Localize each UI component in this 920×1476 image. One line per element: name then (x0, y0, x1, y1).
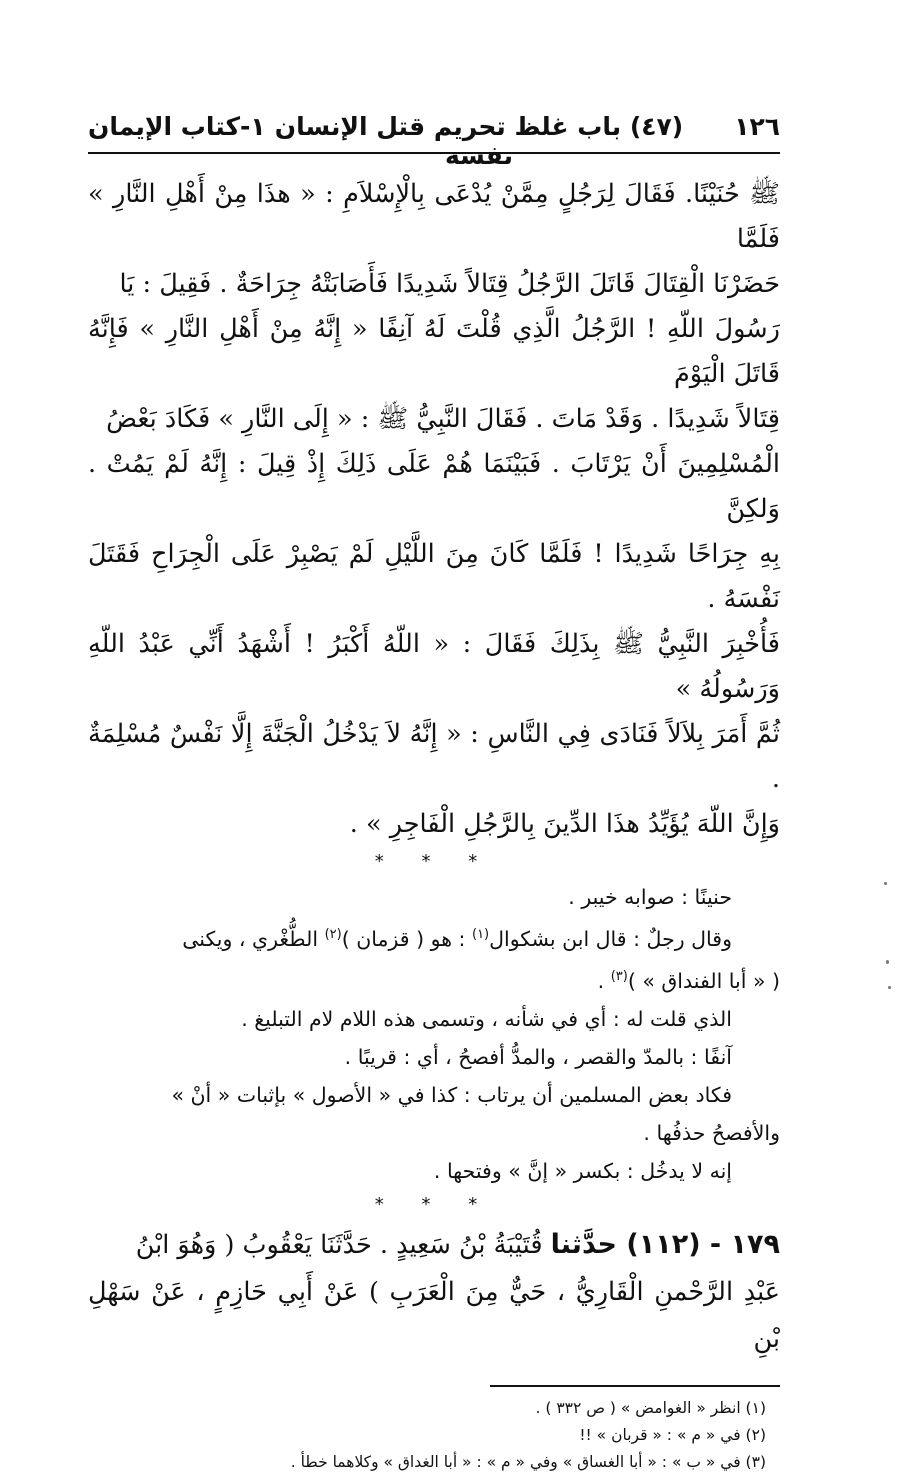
footnote-divider (490, 1385, 780, 1387)
footnote-ref: (١) (471, 927, 490, 942)
footnote-ref: (٢) (324, 927, 342, 942)
commentary-line (88, 958, 780, 1000)
hadith-line: الْمُسْلِمِينَ أَنْ يَرْتَابَ . فَبَيْنَمَا هُمْ عَلَى ذَلِكَ إِذْ قِيلَ : إِنَّهُ لَمْ يَمُتْ . وَلكِنَّ (88, 449, 780, 524)
commentary (88, 878, 780, 1190)
commentary-line: فكاد بعض المسلمين أن يرتاب : كذا في « الأصول » بإثبات « أنْ » (171, 1082, 732, 1107)
scan-speck (886, 960, 889, 964)
hadith-line: ثُمَّ أَمَرَ بِلاَلاً فَنَادَى فِي النَّاسِ : « إِنَّهُ لاَ يَدْخُلُ الْجَنَّةَ إِلَّا نَفْسٌ مُسْلِمَةٌ . (88, 719, 780, 794)
hadith-text (88, 172, 780, 847)
commentary-text: الطُّغْري ، ويكنى (182, 926, 325, 951)
book-title: ١-كتاب الإيمان (88, 112, 266, 141)
next-hadith-line (88, 1221, 780, 1269)
section-separator: * * * (374, 851, 494, 872)
footnote: (٢) في « م » : « قربان » !! (579, 1425, 766, 1444)
commentary-text: . (597, 968, 611, 993)
next-hadith (88, 1221, 780, 1363)
commentary-line: والأفصحُ حذفُها . (643, 1120, 780, 1145)
hadith-number: ١٧٩ - (١١٢) حدَّثنا (550, 1228, 780, 1260)
next-hadith-line: عَبْدِ الرَّحْمنِ الْقَارِيُّ ، حَيٌّ مِنَ الْعَرَبِ ) عَنْ أَبِي حَازِمٍ ، عَنْ سَهْلِ بْنِ (88, 1276, 780, 1354)
commentary-line: الذي قلت له : أي في شأنه ، وتسمى هذه اللام لام التبليغ . (241, 1006, 732, 1031)
commentary-line: حنينًا : صوابه خيبر . (568, 885, 732, 909)
scan-speck (888, 986, 891, 989)
footnote: (١) انظر « الغوامض » ( ص ٣٣٢ ) . (535, 1398, 766, 1417)
commentary-text: : هو ( قزمان ) (341, 926, 472, 951)
hadith-line: فَأُخْبِرَ النَّبِيُّ ﷺ بِذَلِكَ فَقَالَ : « اللّهُ أَكْبَرُ ! أَشْهَدُ أَنِّي عَبْدُ اللّهِ وَرَسُولُهُ » (88, 629, 780, 704)
footnotes (88, 1395, 780, 1476)
hadith-line: قِتَالاً شَدِيدًا . وَقَدْ مَاتَ . فَقَالَ النَّبِيُّ ﷺ : « إِلَى النَّارِ » فَكَادَ بَعْضُ (106, 404, 780, 434)
hadith-line: ﷺ حُنَيْنًا. فَقَالَ لِرَجُلٍ مِمَّنْ يُدْعَى بِالْإِسْلاَمِ : « هذَا مِنْ أَهْلِ النَّارِ » فَلَمَّا (88, 179, 780, 254)
scan-speck (884, 882, 887, 885)
hadith-text-span: قُتَيْبَةُ بْنُ سَعِيدٍ . حَدَّثَنَا يَعْقُوبُ ( وَهُوَ ابْنُ (135, 1229, 551, 1260)
section-separator: * * * (374, 1193, 494, 1215)
book-page (88, 112, 780, 1476)
page-header (88, 112, 780, 170)
page-number: ١٢٦ (734, 112, 780, 141)
hadith-line: رَسُولَ اللّهِ ! الرَّجُلُ الَّذِي قُلْتَ لَهُ آنِفًا « إِنَّهُ مِنْ أَهْلِ النَّارِ » فَإِنَّهُ قَاتَلَ الْيَوْمَ (88, 314, 780, 389)
commentary-text: ( « أبا الفنداق » ) (627, 968, 780, 993)
commentary-line (88, 916, 780, 958)
commentary-line: إنه لا يدخُل : بكسر « إنَّ » وفتحها . (433, 1158, 732, 1183)
hadith-line: وَإِنَّ اللّهَ يُؤَيِّدُ هذَا الدِّينَ بِالرَّجُلِ الْفَاجِرِ » . (349, 809, 780, 839)
commentary-text: وقال رجلٌ : قال ابن بشكوال (489, 926, 732, 951)
hadith-line: بِهِ جِرَاحًا شَدِيدًا ! فَلَمَّا كَانَ مِنَ اللَّيْلِ لَمْ يَصْبِرْ عَلَى الْجِرَاحِ فَقَتَلَ نَفْسَهُ . (88, 539, 780, 614)
commentary-line: آنفًا : بالمدّ والقصر ، والمدُّ أفصحُ ، أي : قريبًا . (344, 1044, 732, 1069)
chapter-title: (٤٧) باب غلظ تحريم قتل الإنسان نفسه (274, 112, 684, 170)
footnote: (٣) في « ب » : « أبا الغساق » وفي « م » : « أبا الغداق » وكلاهما خطأ . (290, 1452, 766, 1471)
hadith-line: حَضَرْنَا الْقِتَالَ قَاتَلَ الرَّجُلُ قِتَالاً شَدِيدًا فَأَصَابَتْهُ جِرَاحَةٌ . فَقِيلَ : يَا (119, 269, 780, 299)
footnote-ref: (٣) (610, 968, 628, 984)
